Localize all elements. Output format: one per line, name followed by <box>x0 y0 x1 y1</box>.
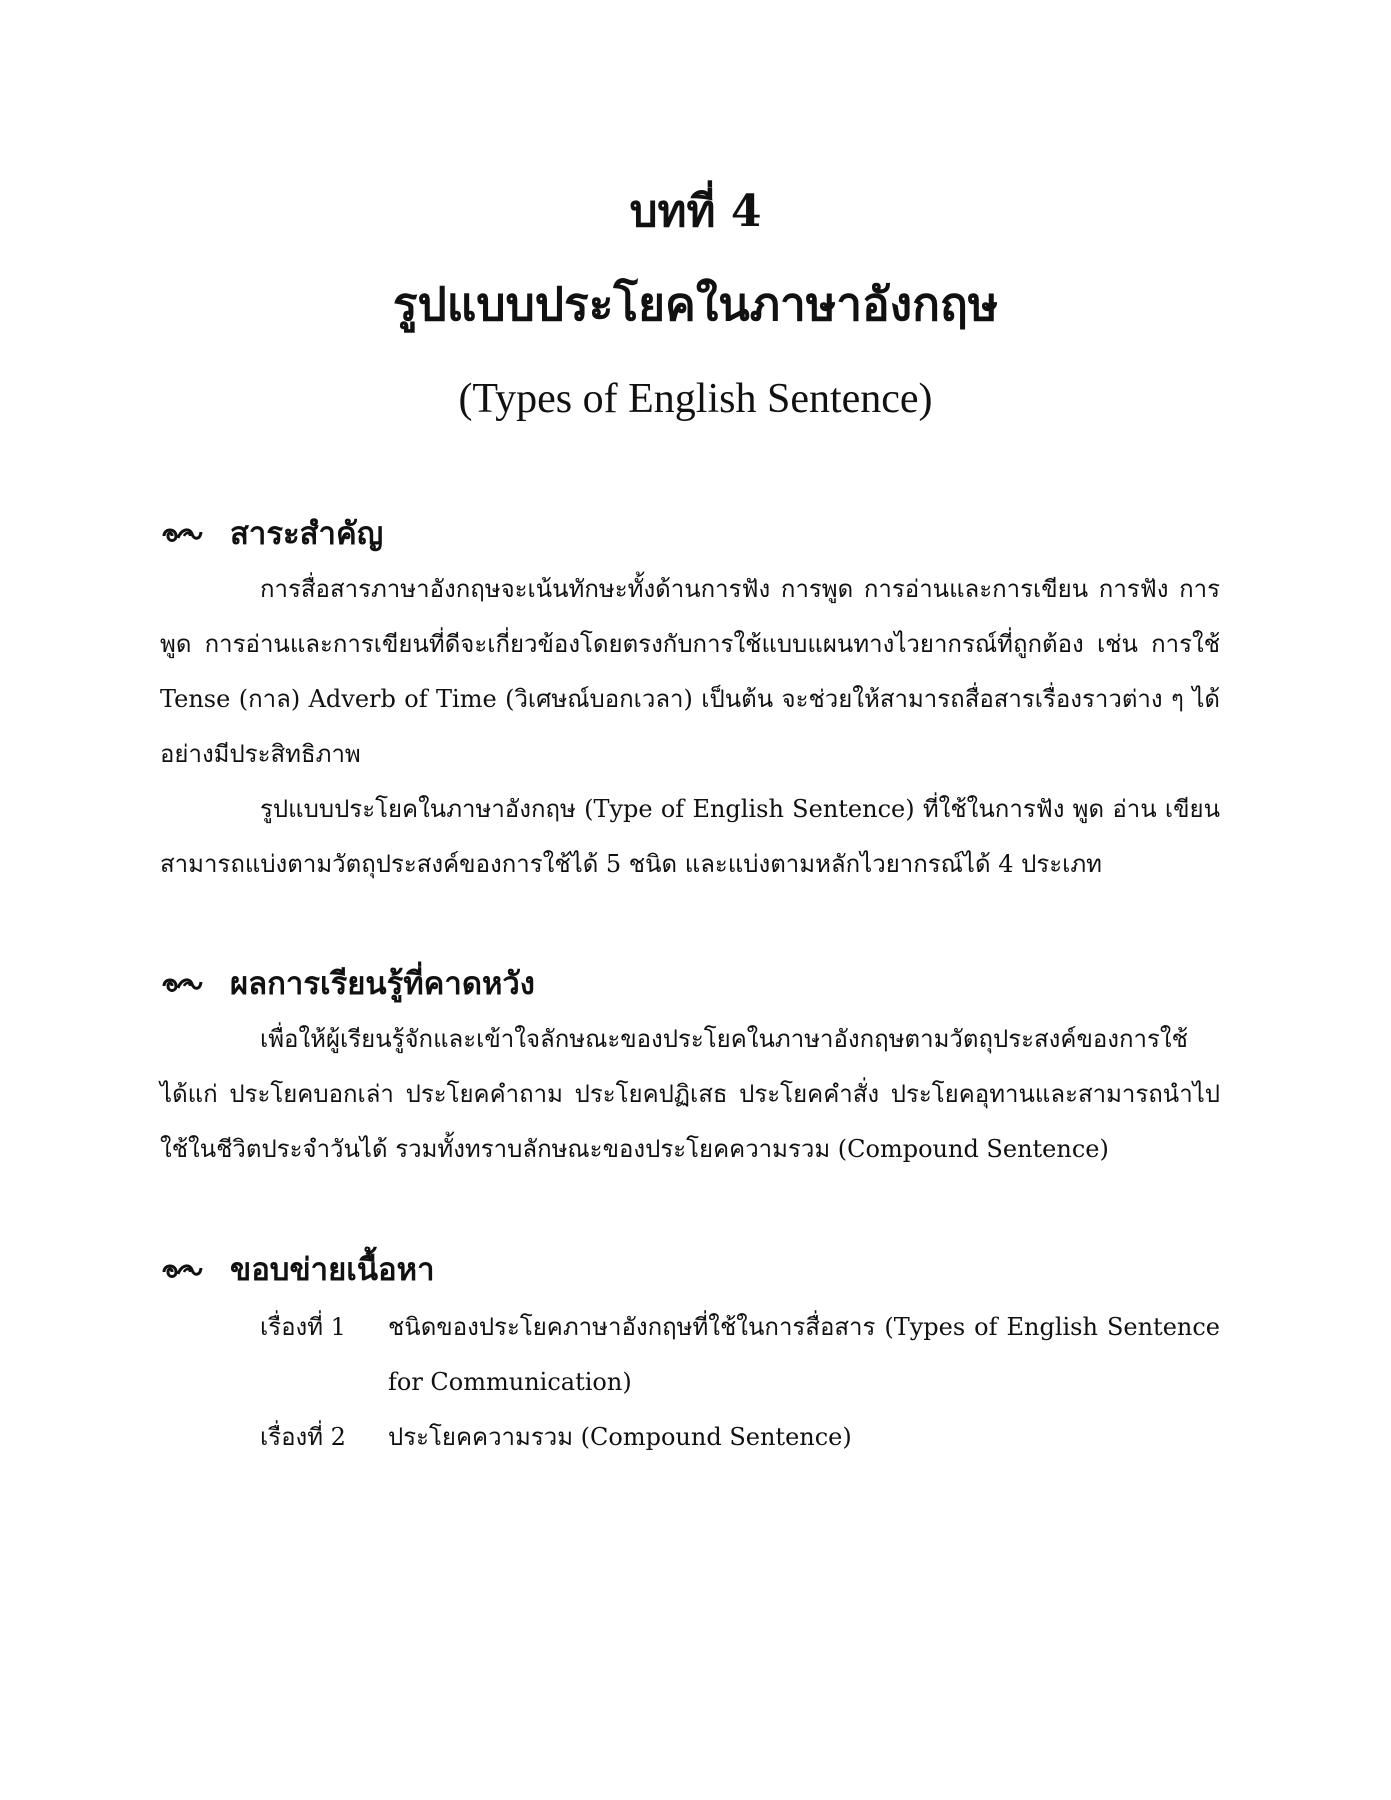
section-outcomes-heading <box>160 958 1220 1010</box>
section-scope <box>160 1244 1220 1465</box>
chapter-title: รูปแบบประโยคในภาษาอังกฤษ <box>392 277 999 331</box>
list-item-label: เรื่องที่ 1 <box>260 1313 346 1341</box>
ornament-bullet-icon <box>160 1258 204 1282</box>
ornament-bullet-icon <box>160 972 204 996</box>
section-outcomes-title: ผลการเรียนรู้ที่คาดหวัง <box>230 966 535 1002</box>
section-summary <box>160 508 1220 892</box>
list-item-text: ชนิดของประโยคภาษาอังกฤษที่ใช้ในการสื่อสาร (Types of English Sentence for Communication) <box>388 1313 1220 1396</box>
list-item-text: ประโยคความรวม (Compound Sentence) <box>388 1423 852 1451</box>
summary-paragraph-2: รูปแบบประโยคในภาษาอังกฤษ (Type of English Sentence) ที่ใช้ในการฟัง พูด อ่าน เขียน สามารถแบ่งตามวัตถุประสงค์ของการใช้ได้ 5 ชนิด และแบ่งตามหลักไวยากรณ์ได้ 4 ประเภท <box>160 795 1220 878</box>
list-item <box>160 1410 1220 1465</box>
section-scope-heading <box>160 1244 1220 1296</box>
list-item-label: เรื่องที่ 2 <box>260 1423 346 1451</box>
ornament-bullet-icon <box>160 522 204 546</box>
section-scope-title: ขอบข่ายเนื้อหา <box>230 1252 435 1288</box>
section-summary-title: สาระสำคัญ <box>230 516 384 552</box>
section-outcomes <box>160 958 1220 1177</box>
list-item <box>160 1300 1220 1410</box>
chapter-number: บทที่ 4 <box>629 186 762 237</box>
scope-list <box>160 1300 1220 1465</box>
summary-paragraph-1: การสื่อสารภาษาอังกฤษจะเน้นทักษะทั้งด้านการฟัง การพูด การอ่านและการเขียน การฟัง การพูด การอ่านและการเขียนที่ดีจะเกี่ยวข้องโดยตรงกับการใช้แบบแผนทางไวยากรณ์ที่ถูกต้อง เช่น การใช้ Tense (กาล) Adverb of Time (วิเศษณ์บอกเวลา) เป็นต้น จะช่วยให้สามารถสื่อสารเรื่องราวต่าง ๆ ได้อย่างมีประสิทธิภาพ <box>160 575 1220 768</box>
section-summary-heading <box>160 508 1220 560</box>
outcomes-paragraph: เพื่อให้ผู้เรียนรู้จักและเข้าใจลักษณะของประโยคในภาษาอังกฤษตามวัตถุประสงค์ของการใช้ ได้แก่ ประโยคบอกเล่า ประโยคคำถาม ประโยคปฏิเสธ ประโยคคำสั่ง ประโยคอุทานและสามารถนำไปใช้ในชีวิตประจำวันได้ รวมทั้งทราบลักษณะของประโยคความรวม (Compound Sentence) <box>160 1025 1220 1163</box>
chapter-subtitle: (Types of English Sentence) <box>458 376 933 422</box>
